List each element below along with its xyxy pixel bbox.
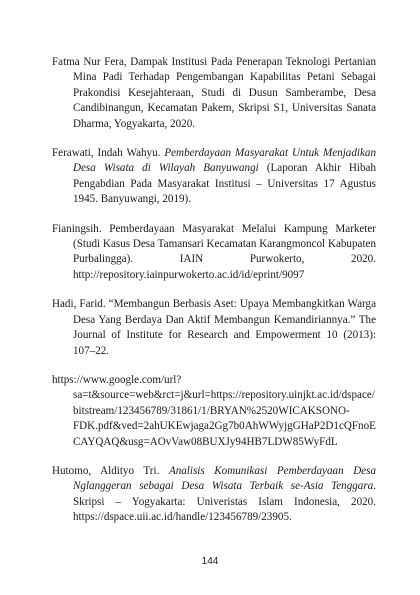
reference-entry xyxy=(52,55,376,132)
reference-title: Analisis Komunikasi Pemberdayaan Desa Nglanggeran sebagai Desa Wisata Terbaik se-Asia Tenggara xyxy=(73,464,377,493)
reference-entry xyxy=(52,373,376,450)
reference-details: (Laporan Akhir Hibah Pengabdian Pada Masyarakat Institusi – Universitas 17 Agustus 1945. Banyuwangi, 2019). xyxy=(73,162,376,206)
reference-entry xyxy=(52,222,376,284)
reference-text: Fatma Nur Fera, Dampak Institusi Pada Penerapan Teknologi Pertanian Mina Padi Terhadap Pengembangan Kapabilitas Petani Sebagai Prakondisi Kesejahteraan, Studi di Dusun Samberambe, Desa Candibinangun, Kecamatan Pakem, Skripsi S1, Universitas Sanata Dharma, Yogyakarta, 2020. xyxy=(52,56,376,130)
reference-details: . Skripsi – Yogyakarta: Univeristas Islam Indonesia, 2020. https://dspace.uii.ac.id/handle/123456789/23905. xyxy=(73,480,376,524)
reference-entry xyxy=(52,297,376,359)
reference-author: Ferawati, Indah Wahyu. xyxy=(52,147,165,160)
reference-entry xyxy=(52,146,376,208)
reference-text: Hadi, Farid. “Membangun Berbasis Aset: Upaya Membangkitkan Warga Desa Yang Berdaya Dan Aktif Membangun Kemandiriannya.” The Journal of Institute for Research and Empowerment 10 (2013): 107–22. xyxy=(52,298,376,357)
reference-text: Fianingsih. Pemberdayaan Masyarakat Melalui Kampung Marketer (Studi Kasus Desa Tamansari Kecamatan Karangmoncol Kabupaten Purbalingga). IAIN Purwokerto, 2020. http://repository.iainpurwokerto.ac.id/id/eprint/9097 xyxy=(52,222,376,281)
reference-entry xyxy=(52,464,376,526)
reference-url: https://www.google.com/url?sa=t&source=web&rct=j&url=https://repository.uinjkt.ac.id/dspace/bitstream/123456789/31861/1/BRYAN%2520WICAKSONO-FDK.pdf&ved=2ahUKEwjaga2Gg7b0AhWWyjgGHaP2D1cQFnoECAYQAQ&usg=AOvVaw08BUXJy94HB7LDW85WyFdL xyxy=(52,373,376,448)
page-number: 144 xyxy=(201,556,219,567)
bibliography-list xyxy=(52,55,376,540)
reference-title: Pemberdayaan Masyarakat Untuk Menjadikan Desa Wisata di Wilayah Banyuwangi xyxy=(73,147,376,175)
reference-author: Hutomo, Aldityo Tri. xyxy=(52,464,169,477)
